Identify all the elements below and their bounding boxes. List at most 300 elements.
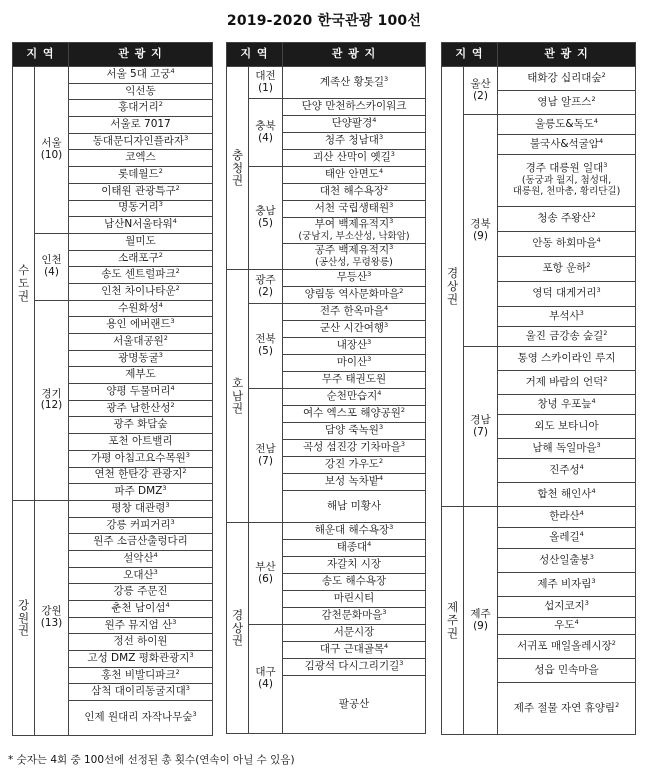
sight-name: 단양 만천하스카이워크 xyxy=(301,100,407,113)
selection-count: 3 xyxy=(389,523,394,532)
sight-cell xyxy=(69,634,213,651)
sight-cell xyxy=(69,233,213,250)
selection-count: 4 xyxy=(170,384,175,393)
sight-cell xyxy=(69,417,213,434)
selection-count: 4 xyxy=(591,396,596,405)
sight-name: 대구 근대골목 xyxy=(319,643,385,656)
selection-count: 4 xyxy=(378,167,384,176)
sight-cell xyxy=(498,439,636,459)
sight-cell xyxy=(69,517,213,534)
page-title: 2019-2020 한국관광 100선 xyxy=(226,13,422,29)
sight-cell xyxy=(283,676,426,734)
selection-count: 2 xyxy=(601,70,606,79)
sight-name: 제주 절물 자연 휴양림 xyxy=(513,701,616,714)
sight-cell xyxy=(69,334,213,351)
sight-cell xyxy=(283,591,426,608)
sight-name: 영덕 대게거리 xyxy=(532,287,597,300)
sights-header: 관 광 지 xyxy=(498,43,636,67)
sight-cell xyxy=(283,270,426,287)
selection-count: 4 xyxy=(579,530,584,539)
selection-count: 3 xyxy=(390,150,395,159)
selection-count: 3 xyxy=(400,440,406,449)
selection-count: 3 xyxy=(378,423,384,432)
sight-cell xyxy=(283,321,426,338)
sight-name: 소래포구 xyxy=(118,251,159,264)
sight-name: 광명동굴 xyxy=(118,351,159,364)
sight-cell xyxy=(498,507,636,528)
sight-cell xyxy=(283,355,426,372)
sight-name: 여수 엑스포 해양공원 xyxy=(302,407,401,420)
sight-cell xyxy=(498,155,636,207)
selection-count: 2 xyxy=(175,183,180,192)
sight-cell xyxy=(498,347,636,371)
table-row xyxy=(227,270,426,287)
sight-cell xyxy=(69,183,213,200)
sight-cell xyxy=(283,625,426,642)
selection-count: 3 xyxy=(603,160,608,169)
sight-name: 팔공산 xyxy=(338,697,370,710)
sight-name: 무등산 xyxy=(336,271,368,284)
selection-count: 2 xyxy=(615,700,620,709)
sight-cell xyxy=(283,608,426,625)
subregion-cell: 대구 (4) xyxy=(249,625,283,734)
selection-count: 3 xyxy=(584,599,589,608)
sight-name: 올레길 xyxy=(549,531,580,544)
sights-table-left xyxy=(12,42,213,736)
sight-cell xyxy=(498,307,636,327)
table-row xyxy=(13,233,213,250)
sight-cell xyxy=(498,91,636,115)
selection-count: 3 xyxy=(189,651,194,660)
selection-count: 4 xyxy=(367,540,372,549)
selection-count: 3 xyxy=(596,440,601,449)
sight-name: 순천만습지 xyxy=(326,390,378,403)
sight-cell xyxy=(498,483,636,507)
sight-cell xyxy=(69,684,213,701)
sight-name: 마이산 xyxy=(336,356,368,369)
selection-count: 3 xyxy=(162,484,167,493)
subregion-cell: 강원 (13) xyxy=(35,500,69,735)
sight-name: 제부도 xyxy=(125,368,156,381)
sight-name: 성산일출봉 xyxy=(539,553,590,566)
sight-cell xyxy=(283,389,426,406)
sight-cell xyxy=(69,400,213,417)
sight-cell xyxy=(283,491,426,523)
selection-count: 2 xyxy=(175,667,180,676)
sight-name: 강릉 커피거리 xyxy=(106,518,171,531)
sight-cell xyxy=(498,618,636,635)
sight-name: 해남 미황사 xyxy=(326,499,382,512)
sight-name: 용인 에버랜드 xyxy=(106,318,171,331)
selection-count: 2 xyxy=(603,328,608,337)
sight-cell xyxy=(283,287,426,304)
sight-name: 영남 알프스 xyxy=(537,95,592,108)
sight-name: 통영 스카이라인 루지 xyxy=(517,351,616,364)
sight-name: 고성 DMZ 평화관광지 xyxy=(87,652,190,665)
sight-cell xyxy=(69,450,213,467)
sight-cell xyxy=(498,207,636,232)
selection-count: 4 xyxy=(574,618,579,627)
sight-name: 대천 해수욕장 xyxy=(319,185,385,198)
table-row xyxy=(227,304,426,321)
selection-count: 2 xyxy=(591,94,596,103)
selection-count: 3 xyxy=(378,133,384,142)
sight-detail: (공산성, 무령왕릉) xyxy=(315,256,393,268)
sight-cell xyxy=(69,567,213,584)
sight-name: 경주 대릉원 일대 xyxy=(525,161,604,174)
selection-count: 2 xyxy=(591,211,596,220)
region-cell: 호 남 권 xyxy=(227,270,249,523)
sight-cell xyxy=(69,601,213,618)
sight-name: 광주 남한산성 xyxy=(106,401,171,414)
selection-count: 3 xyxy=(185,450,190,459)
selection-count: 3 xyxy=(170,517,175,526)
selection-count: 3 xyxy=(367,338,372,347)
region-cell: 수 도 권 xyxy=(13,67,35,501)
sight-cell xyxy=(69,217,213,234)
sight-name: 인제 원대리 자작나무숲 xyxy=(84,711,193,724)
selection-count: 2 xyxy=(611,638,616,647)
sight-name: 태안 안면도 xyxy=(324,168,379,181)
sight-cell xyxy=(69,67,213,84)
sight-cell xyxy=(69,651,213,668)
sight-cell xyxy=(283,574,426,591)
subregion-cell: 경기 (12) xyxy=(35,300,69,500)
sight-name: 가평 아침고요수목원 xyxy=(91,451,186,464)
selection-count: 3 xyxy=(158,350,163,359)
sight-cell xyxy=(69,250,213,267)
selection-count: 2 xyxy=(170,400,175,409)
sight-cell xyxy=(283,150,426,167)
selection-count: 4 xyxy=(384,304,389,313)
subregion-cell: 대전 (1) xyxy=(249,67,283,99)
sight-cell xyxy=(69,617,213,634)
sight-name: 삼척 대이리동굴지대 xyxy=(91,685,186,698)
sight-name: 서울대공원 xyxy=(113,334,164,347)
sight-cell xyxy=(283,338,426,355)
sight-name: 동대문디자인플라자 xyxy=(92,134,185,147)
selection-count: 2 xyxy=(586,261,591,270)
sight-cell xyxy=(283,557,426,574)
sight-cell xyxy=(69,267,213,284)
sight-name: 합천 해인사 xyxy=(537,487,592,500)
selection-count: 3 xyxy=(192,710,197,719)
sight-cell xyxy=(283,457,426,474)
selection-count: 2 xyxy=(163,333,168,342)
sight-name: 무주 태권도원 xyxy=(321,373,387,386)
sight-cell xyxy=(283,244,426,270)
sight-name: 원주 뮤지엄 산 xyxy=(104,618,173,631)
sight-cell xyxy=(283,99,426,116)
sight-name: 강릉 주문진 xyxy=(113,585,168,598)
subregion-cell: 충남 (5) xyxy=(249,167,283,270)
sight-cell xyxy=(69,484,213,501)
selection-count: 2 xyxy=(378,457,384,466)
selection-count: 4 xyxy=(596,236,601,245)
sight-cell xyxy=(69,350,213,367)
sight-name: 연천 한탄강 관광지 xyxy=(94,468,183,481)
selection-count: 3 xyxy=(153,567,158,576)
sight-cell xyxy=(69,550,213,567)
sight-name: 서울 5대 고궁 xyxy=(106,67,171,80)
selection-count: 3 xyxy=(579,308,584,317)
sight-name: 부여 백제유적지 xyxy=(314,217,390,230)
selection-count: 3 xyxy=(591,576,596,585)
region-cell: 강 원 권 xyxy=(13,500,35,735)
sight-name: 청송 주왕산 xyxy=(537,212,592,225)
region-cell: 제 주 권 xyxy=(442,507,464,735)
sight-name: 해운대 해수욕장 xyxy=(314,524,390,537)
sight-cell xyxy=(283,133,426,150)
sight-name: 코엑스 xyxy=(125,151,156,164)
sight-name: 이태원 관광특구 xyxy=(101,184,176,197)
sight-cell xyxy=(498,659,636,683)
table-row xyxy=(13,67,213,84)
table-row xyxy=(442,115,636,135)
sight-cell xyxy=(69,300,213,317)
selection-count: 2 xyxy=(175,267,180,276)
sight-name: 파주 DMZ xyxy=(114,485,163,498)
sight-cell xyxy=(283,540,426,557)
sight-name: 명동거리 xyxy=(118,201,159,214)
selection-count: 3 xyxy=(389,243,394,251)
table-row xyxy=(442,347,636,371)
selection-count: 4 xyxy=(384,642,389,651)
sight-cell xyxy=(283,201,426,218)
sight-name: 양림동 역사문화마을 xyxy=(304,288,400,301)
table-row xyxy=(442,67,636,91)
sight-cell xyxy=(498,257,636,282)
sight-name: 곡성 섬진강 기차마을 xyxy=(302,441,401,454)
sight-cell xyxy=(69,500,213,517)
subregion-cell: 충북 (4) xyxy=(249,99,283,167)
sight-name: 남해 독일마을 xyxy=(532,441,597,454)
sight-name: 송도 센트럴파크 xyxy=(101,268,176,281)
footnote: * 숫자는 4회 중 100선에 선정된 총 횟수(연속이 아닐 수 있음) xyxy=(8,754,295,766)
sight-cell xyxy=(283,116,426,133)
sight-name: 홍천 비발디파크 xyxy=(101,668,176,681)
sight-name: 섭지코지 xyxy=(544,600,585,613)
sight-name: 진주성 xyxy=(549,463,580,476)
subregion-cell: 울산 (2) xyxy=(464,67,498,115)
subregion-cell: 광주 (2) xyxy=(249,270,283,304)
sight-name: 춘천 남이섬 xyxy=(111,601,166,614)
sight-name: 외도 보타니아 xyxy=(534,419,599,432)
selection-count: 2 xyxy=(182,467,187,476)
sight-cell xyxy=(498,232,636,257)
table-row xyxy=(227,625,426,642)
sight-name: 정선 하이원 xyxy=(113,635,168,648)
sight-cell xyxy=(69,584,213,601)
region-header: 지 역 xyxy=(442,43,498,67)
table-row xyxy=(13,500,213,517)
sight-name: 서천 국립생태원 xyxy=(314,202,390,215)
sight-name: 군산 시간여행 xyxy=(319,322,385,335)
sight-name: 롯데월드 xyxy=(118,168,159,181)
selection-count: 4 xyxy=(172,217,177,226)
sight-cell xyxy=(283,440,426,457)
region-cell: 경 상 권 xyxy=(442,67,464,507)
sight-name: 괴산 산막이 옛길 xyxy=(313,151,391,164)
table-row xyxy=(227,99,426,116)
sights-table-right xyxy=(441,42,636,735)
sight-name: 송도 해수욕장 xyxy=(321,575,387,588)
sight-name: 단양팔경 xyxy=(331,117,373,130)
selection-count: 4 xyxy=(579,462,584,471)
selection-count: 4 xyxy=(170,66,175,75)
sight-cell xyxy=(283,372,426,389)
sight-cell xyxy=(69,534,213,551)
subregion-cell: 경남 (7) xyxy=(464,347,498,507)
sights-table-middle xyxy=(226,42,426,734)
subregion-cell: 부산 (6) xyxy=(249,523,283,625)
sight-cell xyxy=(498,67,636,91)
selection-count: 2 xyxy=(400,406,406,415)
sight-cell xyxy=(283,406,426,423)
sight-name: 강진 가우도 xyxy=(324,458,379,471)
selection-count: 3 xyxy=(384,74,389,83)
sight-cell xyxy=(283,474,426,491)
selection-count: 4 xyxy=(378,474,384,483)
sight-name: 김광석 다시그리기길 xyxy=(304,660,400,673)
selection-count: 3 xyxy=(382,608,387,617)
sight-name: 전주 한옥마을 xyxy=(319,305,385,318)
sight-cell xyxy=(498,459,636,483)
sight-name: 광주 화담숲 xyxy=(113,418,168,431)
sight-name: 월미도 xyxy=(125,234,156,247)
sight-name: 감천문화마을 xyxy=(321,609,383,622)
selection-count: 3 xyxy=(172,617,177,626)
selection-count: 3 xyxy=(165,500,170,509)
sight-cell xyxy=(498,371,636,395)
sight-cell xyxy=(69,83,213,100)
sight-cell xyxy=(498,115,636,135)
selection-count: 4 xyxy=(372,116,377,125)
region-header: 지 역 xyxy=(227,43,283,67)
sight-name: 자갈치 시장 xyxy=(326,558,382,571)
table-row xyxy=(227,167,426,184)
region-cell: 경 상 권 xyxy=(227,523,249,734)
subregion-cell: 인천 (4) xyxy=(35,233,69,300)
sight-name: 부석사 xyxy=(549,309,580,322)
sight-name: 서귀포 매일올레시장 xyxy=(517,639,612,652)
sight-cell xyxy=(498,597,636,618)
sight-cell xyxy=(498,415,636,439)
sight-name: 울진 금강송 숲길 xyxy=(525,329,604,342)
selection-count: 4 xyxy=(591,486,596,495)
selection-count: 4 xyxy=(153,550,158,559)
sights-header: 관 광 지 xyxy=(283,43,426,67)
table-row xyxy=(442,507,636,528)
sight-name: 거제 바람의 언덕 xyxy=(525,375,604,388)
selection-count: 3 xyxy=(170,317,175,326)
sight-cell xyxy=(69,667,213,684)
sight-name: 오대산 xyxy=(123,568,154,581)
sight-cell xyxy=(498,683,636,735)
selection-count: 3 xyxy=(185,684,190,693)
selection-count: 3 xyxy=(389,217,394,225)
sight-name: 평창 대관령 xyxy=(111,501,166,514)
selection-count: 4 xyxy=(579,509,584,518)
sight-name: 불국사&석굴암 xyxy=(529,137,599,150)
sight-cell xyxy=(283,218,426,244)
sight-cell xyxy=(283,167,426,184)
selection-count: 4 xyxy=(593,116,599,125)
subregion-cell: 서울 (10) xyxy=(35,67,69,234)
selection-count: 3 xyxy=(589,552,594,561)
sight-cell xyxy=(69,701,213,736)
sight-cell xyxy=(69,200,213,217)
sight-cell xyxy=(69,434,213,451)
sight-name: 성읍 민속마을 xyxy=(534,663,599,676)
table-row xyxy=(227,523,426,540)
sight-cell xyxy=(498,282,636,307)
table-row xyxy=(227,67,426,99)
sight-name: 제주 비자림 xyxy=(537,577,592,590)
sight-name: 안동 하회마을 xyxy=(532,237,597,250)
sight-name: 홍대거리 xyxy=(118,101,159,114)
selection-count: 3 xyxy=(367,270,372,279)
sight-name: 태종대 xyxy=(336,541,368,554)
sight-name: 남산N서울타워 xyxy=(104,218,173,231)
sight-cell xyxy=(283,659,426,676)
selection-count: 3 xyxy=(596,286,601,295)
sight-detail: (궁남지, 부소산성, 낙화암) xyxy=(298,230,410,242)
sight-cell xyxy=(69,133,213,150)
sight-name: 원주 소금산출렁다리 xyxy=(93,535,188,548)
sight-cell xyxy=(283,523,426,540)
subregion-cell: 경북 (9) xyxy=(464,115,498,347)
sight-name: 태화강 십리대숲 xyxy=(527,71,602,84)
selection-count: 2 xyxy=(399,287,404,296)
selection-count: 3 xyxy=(184,133,189,142)
sight-cell xyxy=(283,642,426,659)
table-row xyxy=(227,389,426,406)
sight-name: 설악산 xyxy=(123,551,154,564)
sight-cell xyxy=(498,135,636,155)
sight-name: 공주 백제유적지 xyxy=(314,243,390,256)
selection-count: 2 xyxy=(158,167,163,176)
sight-cell xyxy=(69,367,213,384)
sight-cell xyxy=(69,117,213,134)
selection-count: 3 xyxy=(389,201,394,210)
sight-cell xyxy=(498,549,636,573)
subregion-cell: 전북 (5) xyxy=(249,304,283,389)
sight-name: 한라산 xyxy=(549,510,580,523)
sight-cell xyxy=(69,384,213,401)
sights-header: 관 광 지 xyxy=(69,43,213,67)
sight-name: 포항 운하 xyxy=(542,262,587,275)
sight-name: 내장산 xyxy=(336,339,368,352)
sight-cell xyxy=(69,100,213,117)
sight-cell xyxy=(69,150,213,167)
selection-count: 2 xyxy=(603,374,608,383)
sight-name: 마린시티 xyxy=(333,592,375,605)
selection-count: 4 xyxy=(165,600,170,609)
sight-cell xyxy=(283,304,426,321)
sight-name: 청주 청남대 xyxy=(324,134,379,147)
sight-cell xyxy=(498,327,636,347)
sight-name: 양평 두물머리 xyxy=(106,385,171,398)
subregion-cell: 전남 (7) xyxy=(249,389,283,523)
sight-name: 계족산 황톳길 xyxy=(319,75,385,88)
region-header: 지 역 xyxy=(13,43,69,67)
sight-cell xyxy=(498,635,636,659)
sight-cell xyxy=(498,573,636,597)
selection-count: 2 xyxy=(158,100,163,109)
selection-count: 4 xyxy=(598,136,604,145)
sight-detail: (동궁과 월지, 첨성대, 대릉원, 천마총, 황리단길) xyxy=(512,174,621,198)
